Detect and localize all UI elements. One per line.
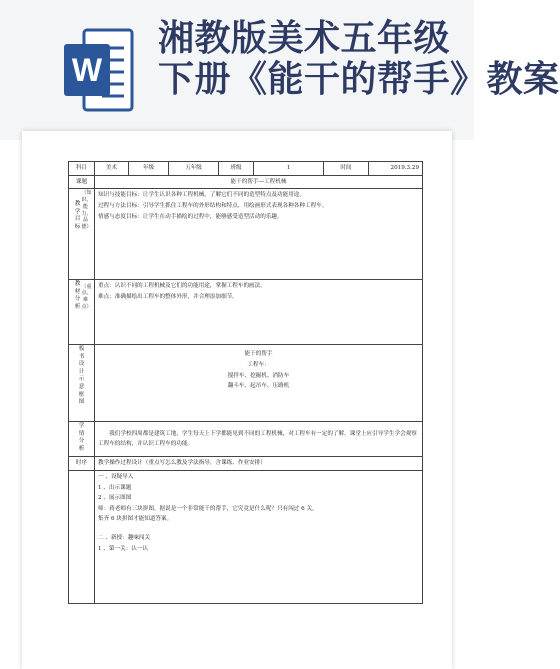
teacher-line-2: 集齐 6 块拼图才能知道答案。	[98, 516, 173, 523]
grade-value: 五年级	[169, 162, 219, 176]
step-1-2: 2 、展示图图	[98, 495, 132, 502]
step-1: 一 、设疑导入	[98, 473, 134, 480]
title-line-2: 下册《能干的帮手》教案	[158, 59, 560, 100]
students-label: 学情分析	[78, 423, 85, 452]
document-page	[22, 131, 452, 669]
analysis-row	[69, 280, 423, 345]
word-icon-letter: W	[71, 52, 103, 88]
teacher-line-1: 师：蒋老师有三块拼图，据说是一个非常能干的帮手，它究竟是什么呢？只有闯过 6 关，	[98, 505, 318, 512]
title-line-1: 湘教版美术五年级	[158, 18, 451, 59]
subject-value: 美术	[95, 162, 129, 176]
topic-row	[69, 175, 423, 189]
step-2: 二 、新授：趣味闯关	[98, 535, 151, 541]
time-label: 时间	[324, 162, 369, 176]
lesson-plan-table	[68, 161, 423, 604]
preview-header	[0, 0, 560, 140]
time-value: 2019.3.29	[369, 162, 423, 176]
subject-label: 科目	[69, 162, 95, 176]
topic-label: 课题	[69, 175, 95, 189]
word-document-icon	[62, 24, 136, 116]
topic-value: 能干的帮手—工程机械	[95, 175, 423, 189]
objectives-row	[69, 189, 423, 280]
process-content	[95, 470, 423, 603]
analysis-label: 教材分析	[74, 281, 81, 310]
process-header-text: 教学操作过程设计（重点写怎么教及学法指导，含课练、作业安排）	[95, 457, 423, 471]
class-label: 班级	[219, 162, 254, 176]
objective-process: 过程与方法目标：引导学生抓住工程车的外形结构和特点，用绘画形式表现各种各种工程车。	[98, 202, 328, 209]
board-sub: 工程车：	[247, 361, 270, 368]
grade-label: 年级	[129, 162, 169, 176]
page-title	[158, 18, 560, 100]
step-2-1: 1 、第一关：认一认	[98, 545, 149, 552]
process-row	[69, 470, 423, 603]
objective-knowledge: 知识与技能目标：让学生认识各种工程机械，了解它们不同的造型特点及功能用途。	[98, 192, 305, 199]
board-line-1: 搅拌车、挖掘机、消防车	[227, 372, 290, 379]
board-row	[69, 345, 423, 422]
class-value: 1	[254, 162, 324, 176]
process-header-row	[69, 457, 423, 471]
objectives-label: 教学目标	[74, 201, 81, 230]
objectives-content	[95, 189, 423, 280]
students-text: 我们学校四周都是建筑工地，学生每天上下学都能见到不同的工程机械，对工程车有一定的了解，课堂上应引导学生学会观察工程车的结构，并认识工程车的功能。	[95, 422, 423, 457]
sequence-label: 时序	[69, 457, 95, 471]
info-row	[69, 162, 423, 176]
students-row	[69, 422, 423, 457]
board-content	[95, 345, 423, 422]
board-label: 板书设计示意框图	[78, 346, 85, 406]
key-point: 重点：认识不同的工程机械及它们的功能用途，掌握工程车的画法。	[98, 283, 266, 290]
sequence-cell	[69, 470, 95, 603]
analysis-sub-label: （重点、难点）	[81, 283, 92, 310]
objectives-sub-label: （知识、能力、品德）	[81, 190, 92, 230]
difficulty: 难点：准确描绘出工程车的整体外形，并合理添加细节。	[98, 293, 238, 300]
objective-attitude: 情感与态度目标：让学生在动手描绘的过程中，能够感受造型活动的乐趣。	[98, 213, 283, 220]
analysis-content	[95, 280, 423, 345]
board-line-2: 翻斗车、起吊车、压路机	[227, 383, 290, 390]
step-1-1: 1 、出示课题	[98, 484, 132, 491]
board-title: 能干的帮手	[244, 351, 273, 358]
